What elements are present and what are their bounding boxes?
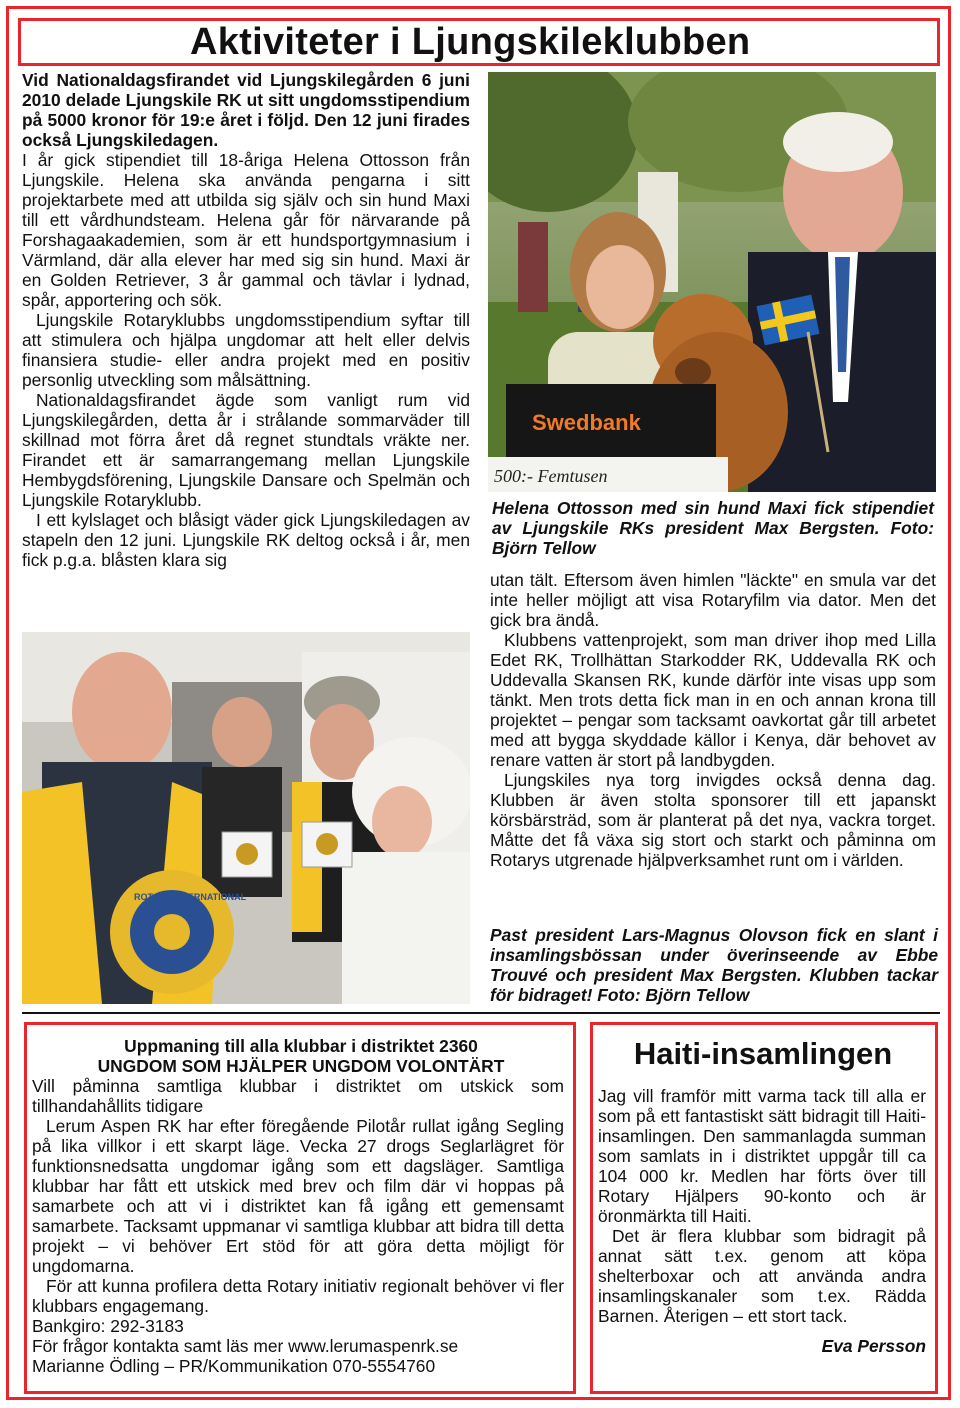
article-left-column: [22, 70, 470, 570]
photo-collection: [22, 632, 470, 1004]
haiti-body: [598, 1086, 926, 1356]
cheque-text: 500:- Femtusen: [494, 466, 608, 486]
appeal-paragraph: Vill påminna samtliga klubbar i distriktet om utskick som tillhandahållits tidigare: [32, 1076, 564, 1116]
article-paragraph: utan tält. Eftersom även himlen "läckte" en smula var det inte heller möjligt att visa Rotaryfilm via dator. Men det gick bra ändå.: [490, 570, 936, 630]
photo-collection-image: [22, 632, 470, 1004]
appeal-paragraph: Lerum Aspen RK har efter föregående Pilotår rullat igång Segling på lika villkor i ett skarpt läge. Vecka 27 drogs Seglarlägret för funktionsnedsatta ungdomar igång som ett dagsläger. Samtliga klubbar har fått ett utskick med brev och film där vi hoppas på samarbete och att vi i distriktet kan få igång ett gemensamt samarbete. Tacksamt uppmanar vi samtliga klubbar att bidra till detta projekt – vi behöver Ert stöd för att göra detta möjligt för ungdomarna.: [32, 1116, 564, 1276]
article-paragraph: Ljungskile Rotaryklubbs ungdomsstipendium syftar till att stimulera och hjälpa ungdomar att helt eller delvis finansiera studie- eller andra projekt med en positiv personlig utveckling som målsättning.: [22, 310, 470, 390]
appeal-paragraph: För att kunna profilera detta Rotary initiativ regionalt behöver vi fler klubbars engagemang.: [32, 1276, 564, 1316]
article-lead: Vid Nationaldagsfirandet vid Ljungskilegården 6 juni 2010 delade Ljungskile RK ut sitt ungdomsstipendium på 5000 kronor för 19:e året i följd. Den 12 juni firades också Ljungskiledagen.: [22, 70, 470, 150]
haiti-paragraph: Det är flera klubbar som bidragit på annat sätt t.ex. genom att köpa shelterboxar och att använda andra insamlingskanaler som t.ex. Rädda Barnen. Återigen – ett stort tack.: [598, 1226, 926, 1326]
article-paragraph: I år gick stipendiet till 18-åriga Helena Ottosson från Ljungskile. Helena ska använda pengarna i sitt projektarbete med att utbilda sig själv och sin hund Maxi till ett vårdhundsteam. Helena går för närvarande på Forshagaakademien, som är ett hundsportgymnasium i Värmland, där alla elever har med sig sin hund. Maxi är en Golden Retriever, 3 år gammal och tävlar i lydnad, spår, apportering och sök.: [22, 150, 470, 310]
photo-caption: Past president Lars-Magnus Olovson fick en slant i insamlingsbössan under överinseende av Ebbe Trouvé och president Max Bergsten. Klubben tackar för bidraget! Foto: Björn Tellow: [490, 925, 938, 1005]
appeal-body: [32, 1076, 564, 1376]
article-paragraph: I ett kylslaget och blåsigt väder gick Ljungskiledagen av stapeln den 12 juni. Ljungskile RK deltog också i år, men fick p.g.a. blåsten klara sig: [22, 510, 470, 570]
photo-helena-dog-image: [488, 72, 936, 492]
article-paragraph: Klubbens vattenprojekt, som man driver ihop med Lilla Edet RK, Trollhättan Starkodder RK, Uddevalla RK och Uddevalla Skansen RK, kunde därför inte visas upp som tänkt. Men trots detta fick man in en och annan krona till projektet – pengar som tacksamt oavkortat går till arbetet med att bygga skyddade källor i Kenya, där behovet av renare vatten är stort på landbygden.: [490, 630, 936, 770]
appeal-contact: För frågor kontakta samt läs mer www.lerumaspenrk.se: [32, 1336, 459, 1356]
article-paragraph: Ljungskiles nya torg invigdes också denna dag. Klubben är även stolta sponsorer till ett japanskt körsbärsträd, som är planterat på det nya, vackra torget. Måtte det få växa sig stort och starkt och påminna om Rotarys utgrenade hjälpverksamhet runt om i världen.: [490, 770, 936, 870]
swedbank-sign-text: Swedbank: [532, 410, 641, 435]
appeal-heading-line: UNGDOM SOM HJÄLPER UNGDOM VOLONTÄRT: [97, 1056, 505, 1076]
haiti-heading: Haiti-insamlingen: [633, 1036, 893, 1071]
appeal-signature: Marianne Ödling – PR/Kommunikation 070-5554760: [32, 1356, 436, 1376]
haiti-paragraph: Jag vill framför mitt varma tack till alla er som på ett fantastiskt sätt bidragit till Haiti-insamlingen. Den sammanlagda summan som samlats in i distriktet uppgår till ca 104 000 kr. Medlen har förts över till Rotary Hjälpers 90-konto och är öronmärkta till Haiti.: [598, 1086, 926, 1226]
article-right-column: [490, 570, 936, 870]
haiti-author: Eva Persson: [821, 1336, 926, 1356]
page-title: Aktiviteter i Ljungskileklubben: [190, 21, 751, 63]
photo-caption: Helena Ottosson med sin hund Maxi fick stipendiet av Ljungskile RKs president Max Bergsten. Foto: Björn Tellow: [492, 498, 934, 558]
appeal-heading-line: Uppmaning till alla klubbar i distriktet 2360: [124, 1036, 478, 1056]
section-divider: [22, 1012, 940, 1014]
appeal-heading: [36, 1036, 566, 1076]
article-paragraph: Nationaldagsfirandet ägde som vanligt rum vid Ljungskilegården, detta år i strålande sommarväder till skillnad mot förra året då regnet stundtals vräkte ner. Firandet ett är samarrangemang mellan Ljungskile Hembygdsförening, Ljungskile Dansare och Spelmän och Ljungskile Rotaryklubb.: [22, 390, 470, 510]
appeal-bankgiro: Bankgiro: 292-3183: [32, 1316, 184, 1336]
photo-helena-dog: [488, 72, 936, 492]
rotary-emblem-text: ROTARY INTERNATIONAL: [134, 892, 247, 902]
